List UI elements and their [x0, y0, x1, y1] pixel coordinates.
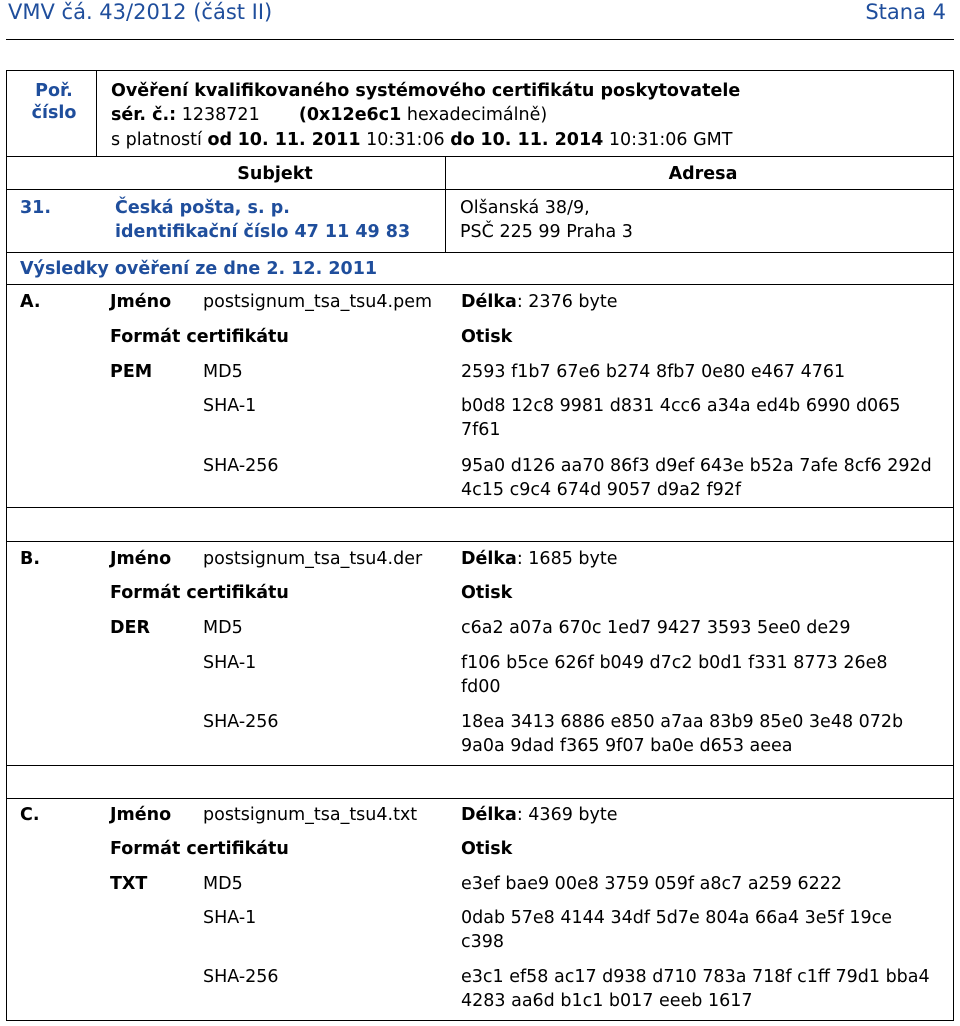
entity-address-line1: Olšanská 38/9, [460, 198, 590, 218]
serial-value: 1238721 [181, 105, 260, 125]
otisk-header: Otisk [461, 583, 513, 603]
section-c-top [6, 798, 954, 799]
validity-date-from: 10. 11. 2011 [237, 130, 361, 150]
delka-label: Délka [461, 292, 517, 312]
entity-address-line2: PSČ 225 99 Praha 3 [460, 222, 633, 242]
file-name: postsignum_tsa_tsu4.pem [203, 292, 433, 312]
format-header: Formát certifikátu [110, 583, 289, 603]
page-header [0, 0, 960, 40]
cert-title: Ověření kvalifikovaného systémového certifikátu poskytovatele [111, 81, 741, 101]
adresa-header: Adresa [668, 164, 738, 184]
sha256-value-line1: 18ea 3413 6886 e850 a7aa 83b9 85e0 3e48 072b [461, 712, 904, 732]
md5-value: e3ef bae9 00e8 3759 059f a8c7 a259 6222 [461, 874, 843, 894]
section-b-bottom [6, 765, 954, 766]
entity-number: 31. [20, 198, 52, 218]
format-value: PEM [110, 362, 153, 382]
entity-id: identifikační číslo 47 11 49 83 [115, 222, 411, 242]
length-value: : 4369 byte [516, 805, 618, 825]
jmeno-label: Jméno [110, 292, 172, 312]
entity-name: Česká pošta, s. p. [115, 198, 290, 218]
entity-divider [6, 252, 954, 253]
format-value: DER [110, 618, 150, 638]
length-value: : 2376 byte [516, 292, 618, 312]
sha256-value-line2: 4283 aa6d b1c1 b017 eeeb 1617 [461, 991, 753, 1011]
delka-label: Délka [461, 805, 517, 825]
results-divider [6, 284, 954, 285]
results-title: Výsledky ověření ze dne 2. 12. 2011 [20, 259, 378, 279]
sha256-label: SHA-256 [203, 712, 279, 732]
sha1-value-line2: 7f61 [461, 420, 501, 440]
table-top-border [6, 70, 954, 71]
sha1-value-line1: f106 b5ce 626f b049 d7c2 b0d1 f331 8773 26e8 [461, 653, 888, 673]
section-letter: B. [20, 549, 40, 569]
validity-time-from: 10:31:06 [366, 130, 445, 150]
format-header: Formát certifikátu [110, 327, 289, 347]
sha1-value-line2: fd00 [461, 677, 501, 697]
cislo-label: číslo [31, 103, 77, 123]
header-divider [6, 156, 954, 157]
sha256-label: SHA-256 [203, 967, 279, 987]
file-length [461, 291, 618, 313]
otisk-header: Otisk [461, 327, 513, 347]
section-letter: A. [20, 292, 41, 312]
address-column-divider [445, 156, 446, 252]
validity-line [111, 129, 732, 151]
table-left-border [6, 70, 7, 1020]
md5-label: MD5 [203, 618, 243, 638]
sha1-label: SHA-1 [203, 396, 257, 416]
document-title: VMV čá. 43/2012 (část II) [8, 0, 273, 24]
sha1-value-line2: c398 [461, 932, 505, 952]
serial-hex-suffix: hexadecimálně) [406, 105, 548, 125]
subjekt-header: Subjekt [237, 164, 313, 184]
sha1-value-line1: 0dab 57e8 4144 34df 5d7e 804a 66a4 3e5f 19ce [461, 908, 893, 928]
subjekt-divider [6, 189, 954, 190]
file-length [461, 548, 618, 570]
section-b-top [6, 541, 954, 542]
serial-hex: (0x12e6c1 [298, 105, 402, 125]
sha1-label: SHA-1 [203, 653, 257, 673]
md5-label: MD5 [203, 362, 243, 382]
validity-date-to: 10. 11. 2014 [480, 130, 604, 150]
por-column-divider [96, 70, 97, 156]
md5-value: 2593 f1b7 67e6 b274 8fb7 0e80 e467 4761 [461, 362, 846, 382]
md5-value: c6a2 a07a 670c 1ed7 9427 3593 5ee0 de29 [461, 618, 851, 638]
validity-prefix: s platností [111, 130, 202, 150]
format-value: TXT [110, 874, 148, 894]
delka-label: Délka [461, 549, 517, 569]
sha256-value-line2: 4c15 c9c4 674d 9057 d9a2 f92f [461, 480, 742, 500]
sha256-value-line1: e3c1 ef58 ac17 d938 d710 783a 718f c1ff 79d1 bba4 [461, 967, 930, 987]
section-a-bottom [6, 507, 954, 508]
sha1-label: SHA-1 [203, 908, 257, 928]
sha256-value-line1: 95a0 d126 aa70 86f3 d9ef 643e b52a 7afe 8cf6 292d [461, 456, 932, 476]
jmeno-label: Jméno [110, 549, 172, 569]
validity-od: od [207, 130, 233, 150]
file-length [461, 804, 618, 826]
serial-line [111, 104, 547, 126]
format-header: Formát certifikátu [110, 839, 289, 859]
table-right-border [953, 70, 954, 1020]
sha256-label: SHA-256 [203, 456, 279, 476]
length-value: : 1685 byte [516, 549, 618, 569]
sha256-value-line2: 9a0a 9dad f365 9f07 ba0e d653 aeea [461, 736, 793, 756]
serial-label: sér. č.: [111, 105, 177, 125]
section-letter: C. [20, 805, 40, 825]
table-bottom-border [6, 1020, 954, 1021]
file-name: postsignum_tsa_tsu4.der [203, 549, 423, 569]
jmeno-label: Jméno [110, 805, 172, 825]
header-rule [6, 39, 954, 40]
validity-time-to: 10:31:06 GMT [608, 130, 733, 150]
por-label: Poř. [35, 81, 73, 101]
sha1-value-line1: b0d8 12c8 9981 d831 4cc6 a34a ed4b 6990 d065 [461, 396, 901, 416]
otisk-header: Otisk [461, 839, 513, 859]
validity-do: do [450, 130, 475, 150]
md5-label: MD5 [203, 874, 243, 894]
file-name: postsignum_tsa_tsu4.txt [203, 805, 418, 825]
page-number: Stana 4 [865, 0, 946, 24]
